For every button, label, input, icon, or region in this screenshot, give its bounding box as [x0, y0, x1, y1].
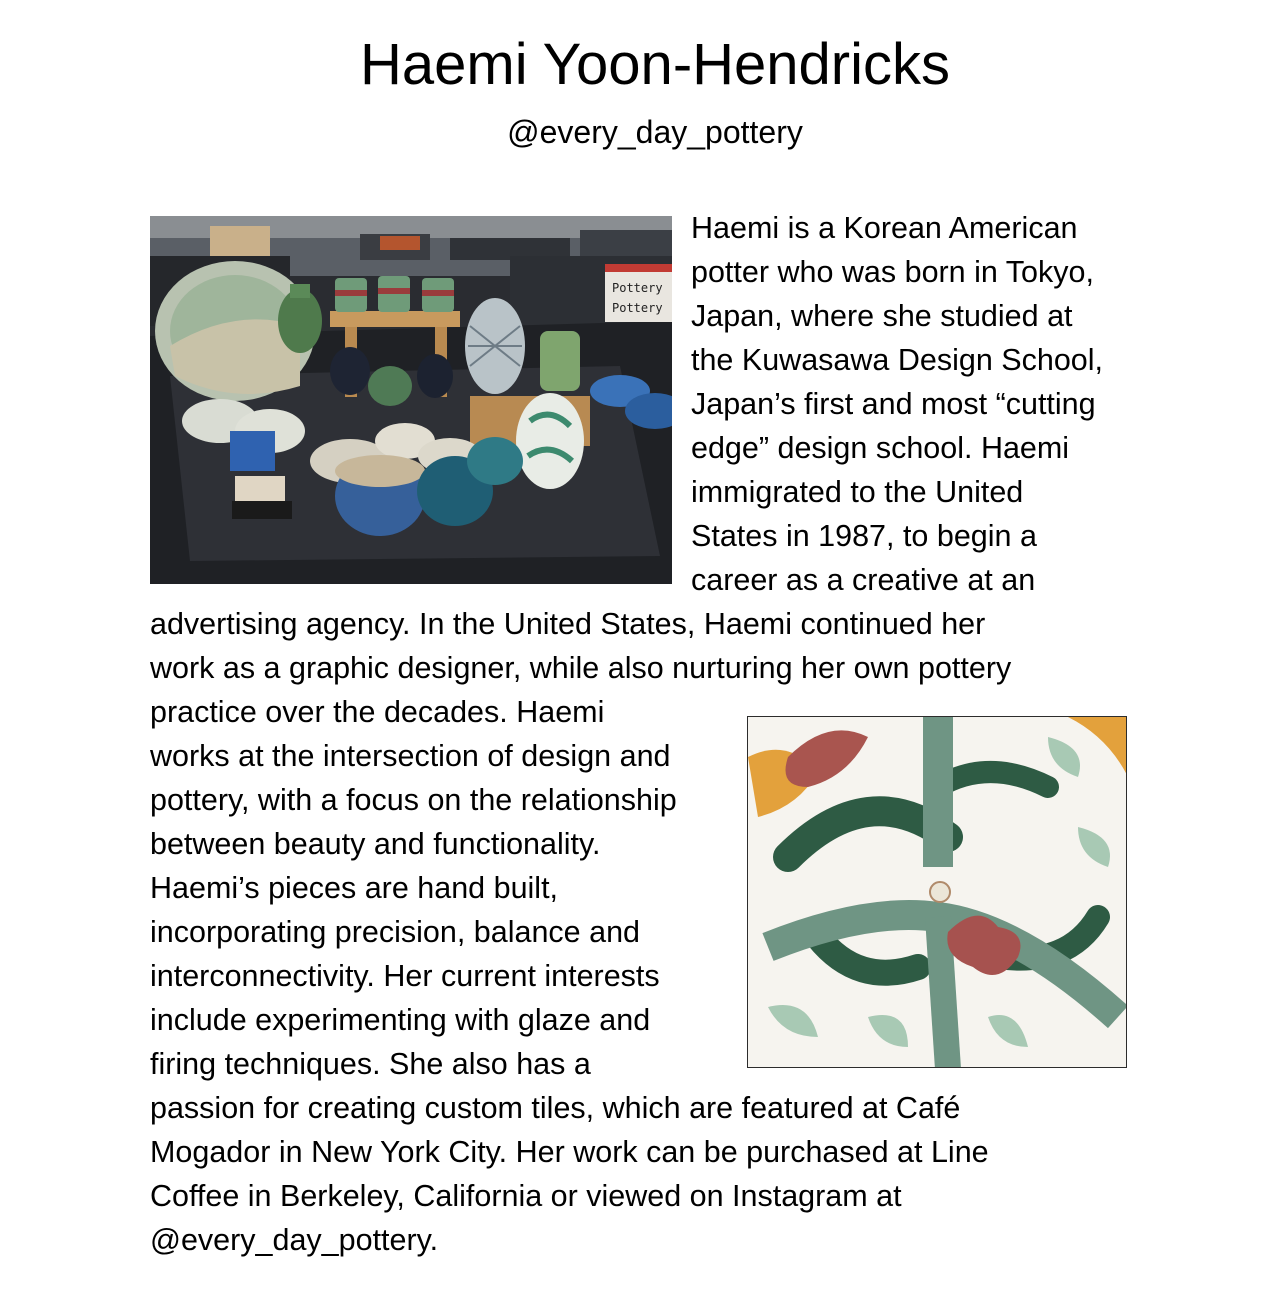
- sign-line-2: Pottery: [612, 301, 663, 315]
- instagram-handle: @every_day_pottery: [507, 114, 803, 150]
- bio-line: States in 1987, to begin a: [691, 519, 1037, 553]
- bio-line: advertising agency. In the United States, Haemi continued her: [150, 607, 986, 641]
- bio-line: Mogador in New York City. Her work can be purchased at Line: [150, 1135, 989, 1169]
- bio-line: pottery, with a focus on the relationship: [150, 783, 677, 817]
- bio-line: between beauty and functionality.: [150, 827, 601, 861]
- bio-line: include experimenting with glaze and: [150, 1003, 651, 1037]
- bio-line: career as a creative at an: [691, 563, 1036, 597]
- bio-line: passion for creating custom tiles, which are featured at Café: [150, 1091, 961, 1125]
- bio-line: incorporating precision, balance and: [150, 915, 641, 949]
- bio-text: [150, 206, 1150, 1262]
- bio-line: Japan, where she studied at: [691, 299, 1073, 333]
- bio-line: edge” design school. Haemi: [691, 431, 1070, 465]
- bio-line: potter who was born in Tokyo,: [691, 255, 1094, 289]
- bio-line: firing techniques. She also has a: [150, 1047, 591, 1081]
- bio-line: immigrated to the United: [691, 475, 1024, 509]
- bio-line: works at the intersection of design and: [150, 739, 671, 773]
- bio-line: Haemi is a Korean American: [691, 211, 1078, 245]
- bio-line: interconnectivity. Her current interests: [150, 959, 660, 993]
- bio-line: practice over the decades. Haemi: [150, 695, 605, 729]
- bio-line: Haemi’s pieces are hand built,: [150, 871, 559, 905]
- sign-line-1: Pottery: [612, 281, 663, 295]
- bio-line: Coffee in Berkeley, California or viewed on Instagram at: [150, 1179, 902, 1213]
- page-title: Haemi Yoon-Hendricks: [360, 32, 950, 97]
- bio-line: Japan’s first and most “cutting: [691, 387, 1096, 421]
- bio-line: @every_day_pottery.: [150, 1223, 439, 1257]
- bio-line: the Kuwasawa Design School,: [691, 343, 1103, 377]
- bio-line: work as a graphic designer, while also nurturing her own pottery: [150, 651, 1012, 685]
